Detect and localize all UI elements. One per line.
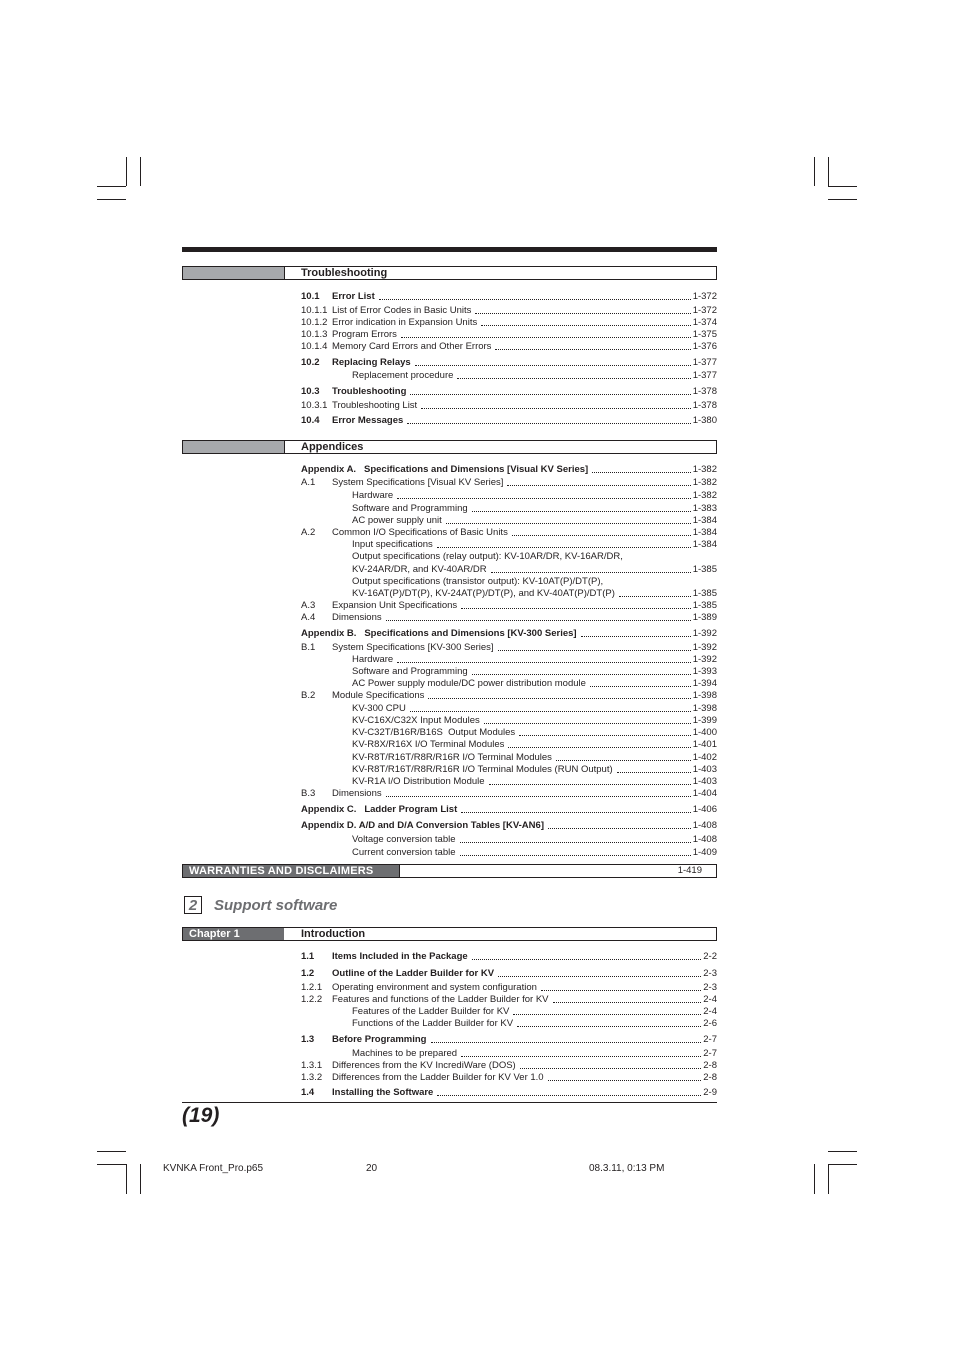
toc-entry-page: 1-404 — [692, 788, 717, 799]
toc-leader — [498, 642, 691, 651]
toc-indent — [301, 1048, 352, 1060]
toc-entry-page: 2-4 — [703, 1006, 717, 1017]
toc-leader — [619, 588, 691, 597]
toc-entry — [301, 341, 717, 353]
toc-entry-number: 10.1.3 — [301, 329, 328, 340]
toc-entry-page: 2-7 — [703, 1048, 717, 1059]
toc-entry-page: 1-374 — [692, 317, 717, 328]
toc-entry-label: Output specifications (relay output): KV-10AR/DR, KV-16AR/DR, — [352, 551, 623, 562]
toc-leader — [517, 1018, 701, 1027]
toc-entry-label: Appendix A. Specifications and Dimensions [Visual KV Series] — [301, 464, 589, 475]
toc-entry-label: Software and Programming — [352, 666, 468, 677]
toc-leader — [379, 291, 691, 300]
toc-entry — [301, 788, 717, 800]
toc-entry — [301, 329, 717, 341]
toc-entry — [301, 490, 717, 502]
toc-entry-page: 1-378 — [692, 386, 717, 397]
toc-leader — [437, 539, 691, 548]
toc-entry — [301, 834, 717, 846]
toc-leader — [548, 820, 691, 829]
toc-entry-label: Features of the Ladder Builder for KV — [352, 1006, 510, 1017]
toc-entry — [301, 776, 717, 788]
toc-entry-number: B.3 — [301, 788, 316, 799]
toc-entry-label: Output specifications (transistor output): KV-10AT(P)/DT(P), — [352, 576, 604, 587]
footer-page: 20 — [366, 1163, 378, 1174]
toc-leader — [415, 357, 691, 366]
toc-entry-number: 1.3.2 — [301, 1072, 323, 1083]
toc-leader — [519, 727, 691, 736]
toc-indent — [301, 752, 352, 764]
toc-entry-page: 2-8 — [703, 1072, 717, 1083]
toc-entry-page: 1-392 — [692, 642, 717, 653]
toc-indent — [301, 715, 352, 727]
toc-entry — [301, 968, 717, 980]
toc-leader — [520, 1060, 702, 1069]
toc-entry — [301, 386, 717, 398]
part-heading — [184, 894, 337, 916]
toc-entry — [301, 752, 717, 764]
toc-entry — [301, 739, 717, 751]
toc-entry-number: 10.1.2 — [301, 317, 328, 328]
toc-leader — [548, 1072, 702, 1081]
toc-leader — [428, 690, 690, 699]
toc-entry-label: Current conversion table — [352, 847, 456, 858]
toc-entry-page: 1-382 — [692, 490, 717, 501]
toc-entry-label: Outline of the Ladder Builder for KV — [332, 968, 495, 979]
toc-indent — [301, 564, 352, 576]
toc-entry-label: Memory Card Errors and Other Errors — [332, 341, 492, 352]
toc-entry-label: Items Included in the Package — [332, 951, 468, 962]
toc-entry-page: 1-398 — [692, 703, 717, 714]
toc-leader — [472, 951, 702, 960]
toc-entry — [301, 291, 717, 303]
toc-entry-label: Dimensions — [332, 612, 382, 623]
toc-entry-page: 1-384 — [692, 515, 717, 526]
toc-entry — [301, 551, 717, 563]
toc-entry — [301, 642, 717, 654]
toc-entry-number: 1.4 — [301, 1087, 315, 1098]
toc-entry-page: 1-375 — [692, 329, 717, 340]
toc-entry — [301, 1034, 717, 1046]
toc-entry-label: Installing the Software — [332, 1087, 434, 1098]
toc-entry-label: Differences from the KV IncrediWare (DOS) — [332, 1060, 516, 1071]
toc-entry-page: 2-7 — [703, 1034, 717, 1045]
toc-entry — [301, 503, 717, 515]
toc-entry — [301, 666, 717, 678]
toc-entry — [301, 1072, 717, 1084]
toc-entry — [301, 727, 717, 739]
toc-entry-page: 1-380 — [692, 415, 717, 426]
toc-entry — [301, 612, 717, 624]
toc-entry-label: Appendix D. A/D and D/A Conversion Tables [KV-AN6] — [301, 820, 544, 831]
toc-entry-page: 1-385 — [692, 600, 717, 611]
section-header-warranties — [182, 864, 717, 878]
toc-entry-number: 1.2.1 — [301, 982, 323, 993]
toc-entry-number: A.3 — [301, 600, 316, 611]
toc-leader — [410, 386, 690, 395]
toc-entry — [301, 994, 717, 1006]
toc-entry — [301, 1060, 717, 1072]
toc-entry-number: 10.1.4 — [301, 341, 328, 352]
toc-entry-page: 1-376 — [692, 341, 717, 352]
toc-entry-number: A.1 — [301, 477, 316, 488]
toc-entry-label: Functions of the Ladder Builder for KV — [352, 1018, 514, 1029]
section-header-chapter1 — [182, 927, 717, 941]
toc-leader — [401, 329, 691, 338]
toc-entry — [301, 951, 717, 963]
toc-entry-page: 1-372 — [692, 305, 717, 316]
toc-entry-number: 10.3 — [301, 386, 320, 397]
section-title: Introduction — [301, 928, 366, 940]
toc-entry-page: 1-402 — [692, 752, 717, 763]
toc-leader — [556, 752, 691, 761]
toc-entry-label: Appendix B. Specifications and Dimensions [KV-300 Series] — [301, 628, 577, 639]
toc-entry-label: Error indication in Expansion Units — [332, 317, 478, 328]
toc-entry-label: Hardware — [352, 654, 394, 665]
toc-entry-number: 10.3.1 — [301, 400, 328, 411]
toc-entry — [301, 820, 717, 832]
toc-leader — [461, 600, 691, 609]
toc-indent — [301, 551, 352, 563]
toc-leader — [512, 527, 691, 536]
toc-entry-label: KV-R8X/R16X I/O Terminal Modules — [352, 739, 505, 750]
page-number: (19) — [182, 1104, 220, 1127]
toc-entry — [301, 370, 717, 382]
toc-entry-page: 1-399 — [692, 715, 717, 726]
toc-entry — [301, 628, 717, 640]
toc-indent — [301, 1006, 352, 1018]
toc-entry-page: 1-403 — [692, 764, 717, 775]
toc-indent — [301, 834, 352, 846]
toc-entry — [301, 678, 717, 690]
toc-entry-label: Machines to be prepared — [352, 1048, 458, 1059]
toc-leader — [507, 477, 690, 486]
toc-entry — [301, 515, 717, 527]
toc-indent — [301, 703, 352, 715]
toc-indent — [301, 576, 352, 588]
toc-entry-page: 1-408 — [692, 820, 717, 831]
toc-entry — [301, 464, 717, 476]
toc-leader — [513, 1006, 701, 1015]
toc-entry-page: 1-384 — [692, 539, 717, 550]
toc-leader — [461, 804, 690, 813]
toc-leader — [617, 764, 691, 773]
toc-entry-label: List of Error Codes in Basic Units — [332, 305, 472, 316]
toc-indent — [301, 1018, 352, 1030]
toc-entry-page: 1-383 — [692, 503, 717, 514]
toc-entry-number: 1.3 — [301, 1034, 315, 1045]
toc-entry-page: 1-394 — [692, 678, 717, 689]
toc-entry — [301, 804, 717, 816]
toc-entry-label: Features and functions of the Ladder Builder for KV — [332, 994, 549, 1005]
section-tab — [183, 441, 285, 453]
toc-leader — [437, 1087, 701, 1096]
toc-leader — [472, 666, 691, 675]
toc-entry-label: Dimensions — [332, 788, 382, 799]
toc-entry-label: Before Programming — [332, 1034, 427, 1045]
section-tab — [183, 267, 285, 279]
toc-leader — [481, 317, 690, 326]
toc-entry-page: 1-384 — [692, 527, 717, 538]
toc-indent — [301, 515, 352, 527]
toc-leader — [386, 612, 691, 621]
top-rule — [182, 247, 717, 252]
toc-entry-page: 1-378 — [692, 400, 717, 411]
toc-leader — [386, 788, 691, 797]
toc-indent — [301, 666, 352, 678]
toc-entry-label: Error List — [332, 291, 375, 302]
toc-entry — [301, 600, 717, 612]
toc-entry-page: 1-403 — [692, 776, 717, 787]
toc-entry-label: KV-C32T/B16R/B16S Output Modules — [352, 727, 516, 738]
toc-entry — [301, 690, 717, 702]
toc-entry-page: 1-408 — [692, 834, 717, 845]
bottom-rule — [182, 1102, 717, 1103]
toc-entry-page: 1-389 — [692, 612, 717, 623]
toc-entry-label: KV-C16X/C32X Input Modules — [352, 715, 480, 726]
toc-leader — [475, 305, 690, 314]
toc-indent — [301, 490, 352, 502]
toc-entry — [301, 539, 717, 551]
toc-entry-page: 2-3 — [703, 968, 717, 979]
toc-entry-label: KV-300 CPU — [352, 703, 406, 714]
toc-indent — [301, 678, 352, 690]
toc-leader — [431, 1034, 702, 1043]
toc-entry-label: Replacement procedure — [352, 370, 454, 381]
toc-entry — [301, 317, 717, 329]
section-title: Appendices — [301, 441, 364, 453]
toc-entry-label: Hardware — [352, 490, 394, 501]
toc-entry — [301, 588, 717, 600]
toc-entry-label: Expansion Unit Specifications — [332, 600, 458, 611]
toc-entry-number: 10.2 — [301, 357, 320, 368]
toc-entry-number: A.4 — [301, 612, 316, 623]
toc-entry-label: Voltage conversion table — [352, 834, 456, 845]
toc-entry-label: Module Specifications — [332, 690, 425, 701]
toc-entry-number: B.1 — [301, 642, 316, 653]
toc-entry-page: 2-6 — [703, 1018, 717, 1029]
toc-entry-label: AC Power supply module/DC power distribution module — [352, 678, 586, 689]
toc-entry-label: System Specifications [Visual KV Series] — [332, 477, 504, 488]
toc-entry-page: 1-385 — [692, 588, 717, 599]
toc-entry-page: 1-393 — [692, 666, 717, 677]
toc-indent — [301, 776, 352, 788]
toc-entry-number: 10.1 — [301, 291, 320, 302]
toc-leader — [491, 564, 691, 573]
toc-leader — [508, 739, 690, 748]
toc-entry-label: Differences from the Ladder Builder for KV Ver 1.0 — [332, 1072, 544, 1083]
toc-entry-label: Program Errors — [332, 329, 397, 340]
toc-entry-label: KV-R8T/R16T/R8R/R16R I/O Terminal Modules — [352, 752, 552, 763]
toc-entry-label: Error Messages — [332, 415, 404, 426]
toc-entry-page: 1-382 — [692, 464, 717, 475]
toc-leader — [397, 654, 691, 663]
toc-entry-page: 2-9 — [703, 1087, 717, 1098]
toc-entry-number: 1.2 — [301, 968, 315, 979]
toc-entry-label: Input specifications — [352, 539, 433, 550]
toc-leader — [484, 715, 691, 724]
toc-entry-number: 10.4 — [301, 415, 320, 426]
section-header-troubleshooting — [182, 266, 717, 280]
toc-entry-number: 1.3.1 — [301, 1060, 323, 1071]
toc-entry — [301, 400, 717, 412]
toc-entry-label: Troubleshooting List — [332, 400, 418, 411]
toc-leader — [581, 628, 691, 637]
footer-file: KVNKA Front_Pro.p65 — [163, 1163, 264, 1174]
toc-entry-page: 2-2 — [703, 951, 717, 962]
toc-entry-label: Software and Programming — [352, 503, 468, 514]
toc-entry-page: 1-398 — [692, 690, 717, 701]
toc-entry — [301, 982, 717, 994]
toc-leader — [498, 968, 701, 977]
toc-leader — [472, 503, 691, 512]
toc-entry-number: 1.1 — [301, 951, 315, 962]
toc-entry-label: Troubleshooting — [332, 386, 407, 397]
toc-entry-page: 1-382 — [692, 477, 717, 488]
toc-entry — [301, 703, 717, 715]
footer-date: 08.3.11, 0:13 PM — [589, 1163, 665, 1174]
toc-entry-page: 1-372 — [692, 291, 717, 302]
toc-entry-label: Common I/O Specifications of Basic Units — [332, 527, 508, 538]
toc-entry-page: 2-3 — [703, 982, 717, 993]
section-tab: WARRANTIES AND DISCLAIMERS — [183, 865, 400, 877]
toc-entry — [301, 1087, 717, 1099]
section-title: Troubleshooting — [301, 267, 388, 279]
toc-entry-label: KV-24AR/DR, and KV-40AR/DR — [352, 564, 487, 575]
toc-entry — [301, 847, 717, 859]
toc-entry-label: Operating environment and system configuration — [332, 982, 537, 993]
toc-leader — [592, 464, 691, 473]
toc-leader — [541, 982, 701, 991]
toc-entry — [301, 654, 717, 666]
part-number: 2 — [184, 896, 202, 914]
toc-entry-page: 1-409 — [692, 847, 717, 858]
toc-entry — [301, 1018, 717, 1030]
section-tab: Chapter 1 — [183, 928, 284, 940]
toc-leader — [590, 678, 691, 687]
section-header-appendices — [182, 440, 717, 454]
toc-indent — [301, 727, 352, 739]
toc-indent — [301, 588, 352, 600]
toc-entry — [301, 576, 717, 588]
toc-entry-label: Appendix C. Ladder Program List — [301, 804, 458, 815]
toc-indent — [301, 539, 352, 551]
toc-indent — [301, 503, 352, 515]
toc-entry-label: KV-16AT(P)/DT(P), KV-24AT(P)/DT(P), and KV-40AT(P)/DT(P) — [352, 588, 615, 599]
toc-leader — [461, 1048, 701, 1057]
toc-entry — [301, 527, 717, 539]
toc-entry — [301, 415, 717, 427]
toc-entry-number: B.2 — [301, 690, 316, 701]
toc-entry-page: 1-392 — [692, 654, 717, 665]
toc-entry-page: 1-401 — [692, 739, 717, 750]
toc-entry-number: A.2 — [301, 527, 316, 538]
toc-entry — [301, 1006, 717, 1018]
toc-indent — [301, 370, 352, 382]
toc-entry-page: 1-392 — [692, 628, 717, 639]
toc-leader — [553, 994, 702, 1003]
toc-entry-number: 1.2.2 — [301, 994, 323, 1005]
toc-indent — [301, 764, 352, 776]
toc-leader — [397, 490, 691, 499]
toc-leader — [457, 370, 690, 379]
toc-entry — [301, 715, 717, 727]
toc-entry-page: 2-8 — [703, 1060, 717, 1071]
toc-leader — [407, 415, 690, 424]
toc-leader — [460, 847, 691, 856]
toc-entry — [301, 357, 717, 369]
toc-entry-label: System Specifications [KV-300 Series] — [332, 642, 494, 653]
part-title: Support software — [214, 896, 338, 914]
toc-indent — [301, 739, 352, 751]
toc-entry-page: 1-377 — [692, 370, 717, 381]
toc-entry-label: Replacing Relays — [332, 357, 411, 368]
toc-indent — [301, 847, 352, 859]
toc-leader — [421, 400, 690, 409]
toc-entry — [301, 305, 717, 317]
toc-leader — [489, 776, 691, 785]
toc-entry-page: 1-385 — [692, 564, 717, 575]
warranties-page: 1-419 — [677, 865, 702, 876]
toc-entry-label: KV-R1A I/O Distribution Module — [352, 776, 485, 787]
toc-entry — [301, 764, 717, 776]
toc-entry-number: 10.1.1 — [301, 305, 328, 316]
toc-leader — [495, 341, 690, 350]
toc-entry — [301, 477, 717, 489]
toc-entry — [301, 1048, 717, 1060]
toc-entry-page: 1-377 — [692, 357, 717, 368]
toc-entry-page: 1-406 — [692, 804, 717, 815]
toc-leader — [410, 703, 691, 712]
toc-entry-page: 1-400 — [692, 727, 717, 738]
toc-entry-page: 2-4 — [703, 994, 717, 1005]
toc-entry-label: KV-R8T/R16T/R8R/R16R I/O Terminal Modules (RUN Output) — [352, 764, 613, 775]
toc-entry-label: AC power supply unit — [352, 515, 442, 526]
toc-indent — [301, 654, 352, 666]
toc-leader — [460, 834, 691, 843]
toc-leader — [446, 515, 691, 524]
toc-entry — [301, 564, 717, 576]
